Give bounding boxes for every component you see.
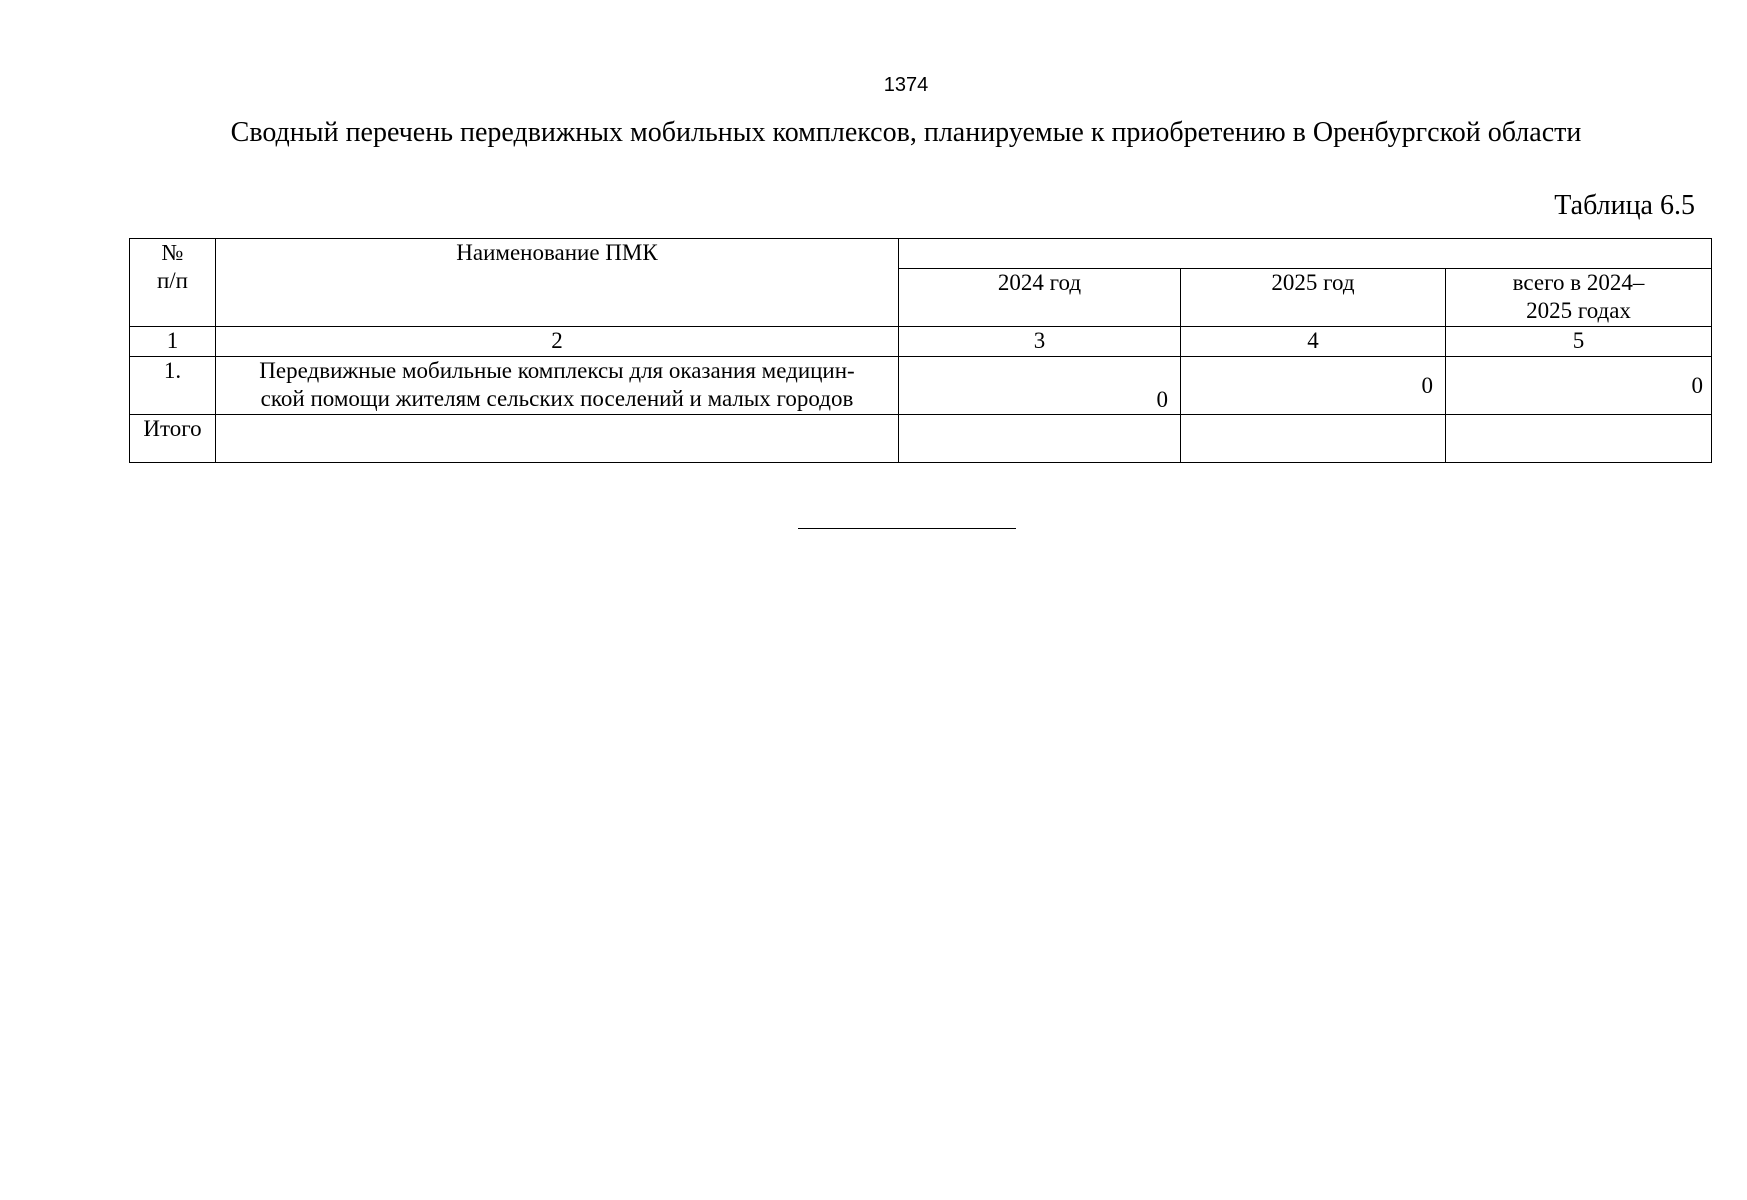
total-label: Итого [130, 415, 216, 463]
header-2024: 2024 год [899, 269, 1181, 327]
total-row [130, 415, 1712, 463]
header-number-line2: п/п [156, 268, 188, 293]
page-number: 1374 [883, 74, 929, 96]
pmk-table [129, 238, 1712, 463]
header-number-line1: № [161, 240, 184, 265]
header-total-line2: 2025 годах [1526, 298, 1631, 323]
row-value-2025: 0 [1181, 357, 1446, 415]
end-divider-line [798, 528, 1016, 529]
document-title: Сводный перечень передвижных мобильных комплексов, планируемые к приобретению в Оренбургской области [230, 117, 1582, 148]
header-group-empty [899, 239, 1712, 269]
row-value-2024: 0 [899, 357, 1181, 415]
header-total-line1: всего в 2024– [1512, 270, 1645, 295]
row-name-line2: ской помощи жителям сельских поселений и малых городов [260, 386, 854, 411]
header-row-top [130, 239, 1712, 269]
column-number-5: 5 [1446, 327, 1712, 357]
column-number-2: 2 [216, 327, 899, 357]
row-name [216, 357, 899, 415]
column-number-3: 3 [899, 327, 1181, 357]
header-2025: 2025 год [1181, 269, 1446, 327]
column-number-4: 4 [1181, 327, 1446, 357]
column-number-row [130, 327, 1712, 357]
row-value-total: 0 [1446, 357, 1712, 415]
total-name-empty [216, 415, 899, 463]
column-number-1: 1 [130, 327, 216, 357]
row-name-line1: Передвижные мобильные комплексы для оказания медицин- [259, 358, 855, 383]
total-sum-empty [1446, 415, 1712, 463]
header-total [1446, 269, 1712, 327]
row-number: 1. [130, 357, 216, 415]
header-number [130, 239, 216, 327]
table-caption: Таблица 6.5 [1554, 190, 1695, 221]
total-2024-empty [899, 415, 1181, 463]
header-name: Наименование ПМК [216, 239, 899, 327]
total-2025-empty [1181, 415, 1446, 463]
table-row [130, 357, 1712, 415]
